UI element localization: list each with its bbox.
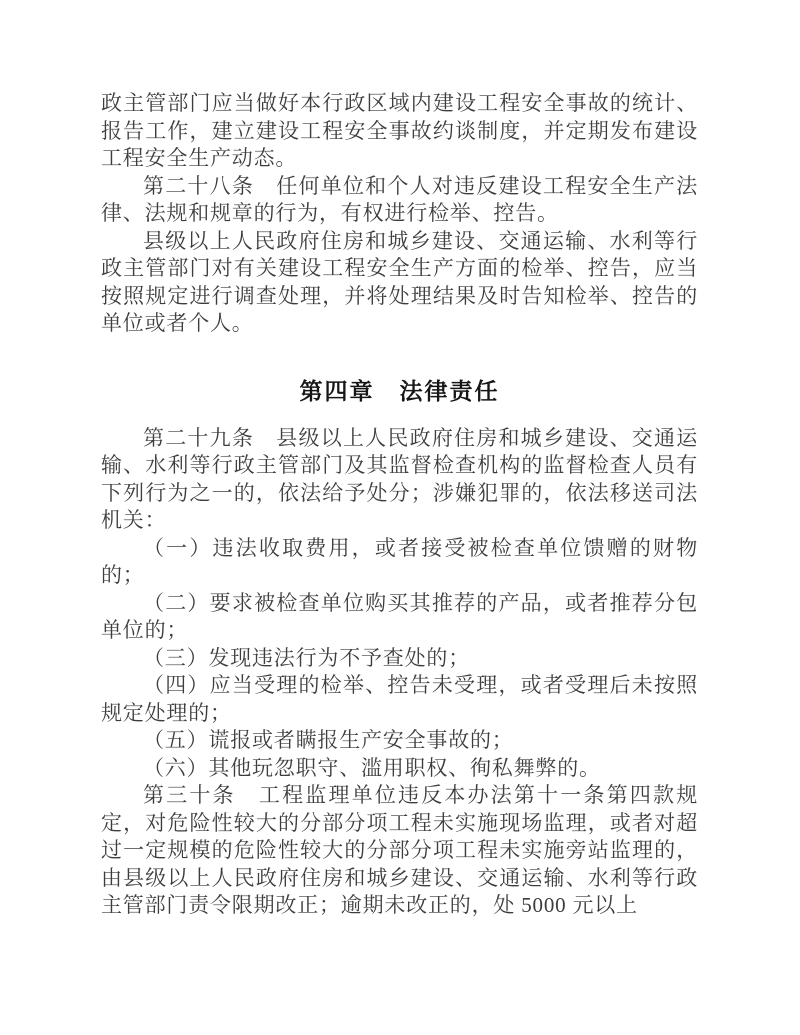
paragraph-article-29-item-3: （三）发现违法行为不予查处的； xyxy=(143,645,470,670)
paragraph-article-29-item-5: （五）谎报或者瞒报生产安全事故的； xyxy=(143,728,514,752)
paragraph-article-29-item-1: （一）违法收取费用，或者接受被检查单位馈赠的财物的； xyxy=(101,535,698,587)
paragraph-article-29-item-4: （四）应当受理的检举、控告未受理，或者受理后未按照规定处理的； xyxy=(101,673,698,725)
chapter-heading: 第四章 法律责任 xyxy=(299,377,500,404)
paragraph-article-30: 第三十条 工程监理单位违反本办法第十一条第四款规定，对危险性较大的分部分项工程未实施现场监理，或者对超过一定规模的危险性较大的分部分项工程未实施旁站监理的，由县级以上人民政府住房和城乡建设、交通运输、水利等行政主管部门责令限期改正；逾期未改正的，处 5000 元以上 xyxy=(101,783,698,917)
paragraph-article-29: 第二十九条 县级以上人民政府住房和城乡建设、交通运输、水利等行政主管部门及其监督检查机构的监督检查人员有下列行为之一的，依法给予处分；涉嫌犯罪的，依法移送司法机关： xyxy=(101,425,698,532)
paragraph-continuation: 政主管部门应当做好本行政区域内建设工程安全事故的统计、报告工作，建立建设工程安全事故约谈制度，并定期发布建设工程安全生产动态。 xyxy=(101,91,698,170)
paragraph-article-29-item-2: （二）要求被检查单位购买其推荐的产品，或者推荐分包单位的； xyxy=(101,590,698,642)
paragraph-article-29-item-6: （六）其他玩忽职守、滥用职权、徇私舞弊的。 xyxy=(143,755,601,780)
paragraph-article-28-followup: 县级以上人民政府住房和城乡建设、交通运输、水利等行政主管部门对有关建设工程安全生产方面的检举、控告，应当按照规定进行调查处理，并将处理结果及时告知检举、控告的单位或者个人。 xyxy=(101,228,698,335)
paragraph-article-28: 第二十八条 任何单位和个人对违反建设工程安全生产法律、法规和规章的行为，有权进行检举、控告。 xyxy=(101,173,698,225)
